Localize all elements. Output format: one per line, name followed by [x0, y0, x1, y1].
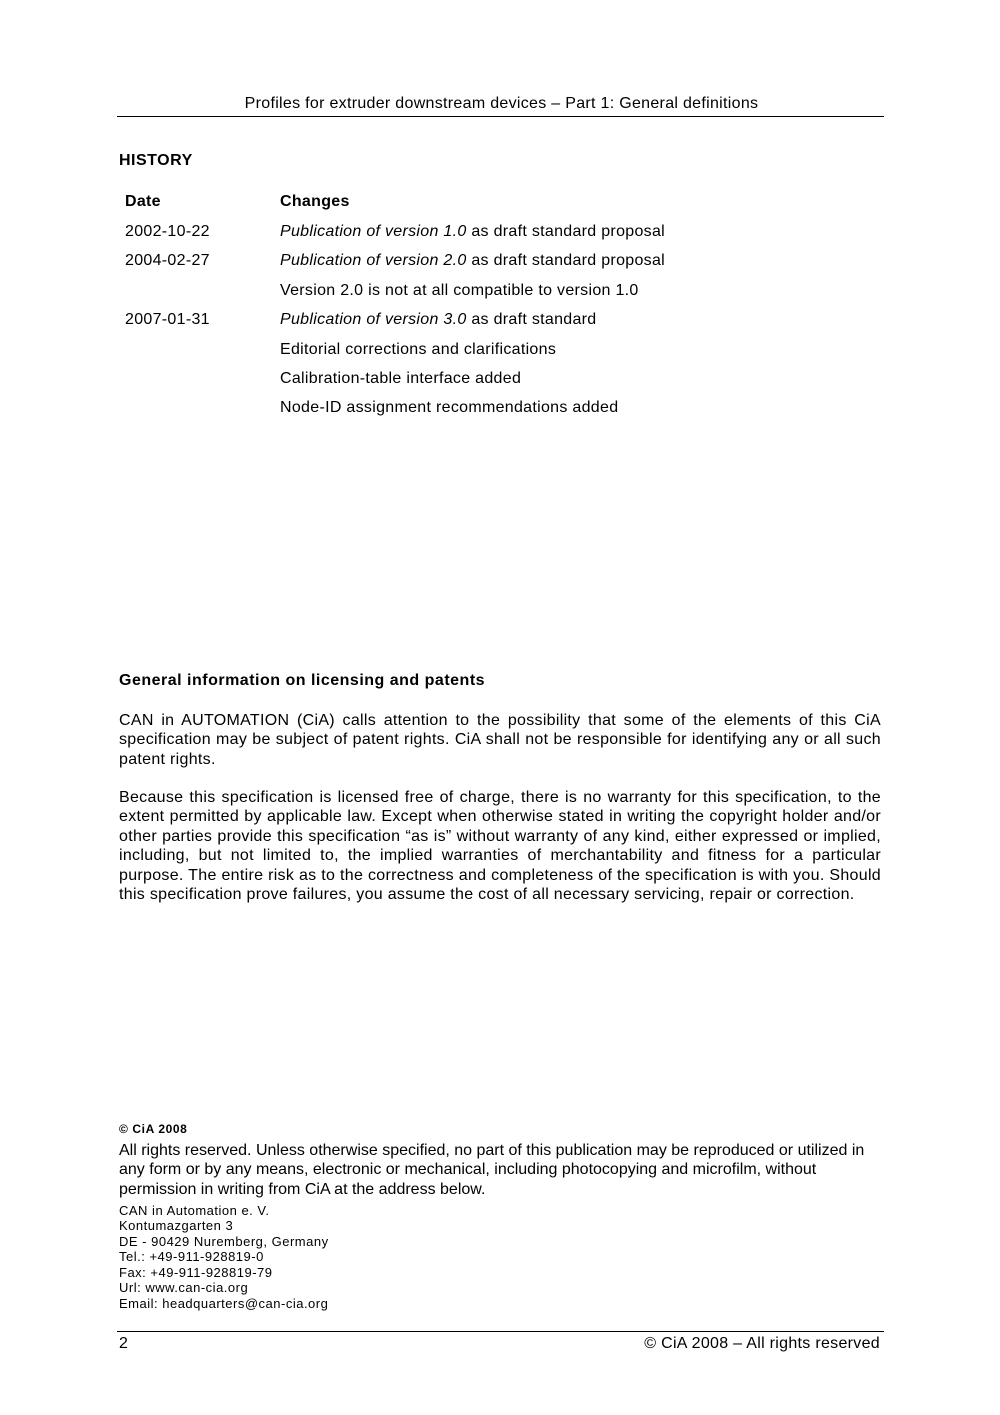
history-row-change-text: Calibration-table interface added: [280, 370, 522, 387]
history-row-change-text: Editorial corrections and clarifications: [280, 341, 557, 358]
history-row-change: [280, 223, 665, 241]
address-line: Url: www.can-cia.org: [119, 1280, 249, 1295]
page-header-title: Profiles for extruder downstream devices – Part 1: General definitions: [244, 95, 759, 112]
address-line: DE - 90429 Nuremberg, Germany: [119, 1234, 329, 1249]
header-rule: [117, 116, 884, 117]
history-row-change-italic: Publication of version 1.0: [280, 223, 467, 240]
address-line: Fax: +49-911-928819-79: [119, 1265, 273, 1280]
history-heading: HISTORY: [119, 152, 193, 169]
history-changes-column-header: Changes: [280, 193, 350, 210]
footer-copyright: © CiA 2008 – All rights reserved: [644, 1335, 880, 1352]
history-row-date: 2007-01-31: [125, 311, 210, 328]
history-row-change-text: as draft standard proposal: [466, 252, 666, 269]
address-line: Email: headquarters@can-cia.org: [119, 1296, 329, 1311]
address-line: CAN in Automation e. V.: [119, 1203, 270, 1218]
history-row-date: 2004-02-27: [125, 252, 210, 269]
address-line: Tel.: +49-911-928819-0: [119, 1249, 264, 1264]
history-row-change-text: Node-ID assignment recommendations added: [280, 399, 619, 416]
history-row-change: [280, 370, 521, 388]
history-row-change: [280, 341, 556, 359]
page-number: 2: [119, 1335, 129, 1352]
copyright-notice: All rights reserved. Unless otherwise specified, no part of this publication may be reproduced or utilized in any form or by any means, electronic or mechanical, including photocopying and microfilm, without permission in writing from CiA at the address below.: [119, 1142, 865, 1198]
history-row-change: [280, 311, 597, 329]
history-row-change: [280, 399, 618, 417]
licensing-paragraph: Because this specification is licensed free of charge, there is no warranty for this specification, to the extent permitted by applicable law. Except when otherwise stated in writing the copyright holder and/or other parties provide this specification “as is” without warranty of any kind, either expressed or implied, including, but not limited to, the implied warranties of merchantability and fitness for a particular purpose. The entire risk as to the correctness and completeness of the specification is with you. Should this specification prove failures, you assume the cost of all necessary servicing, repair or correction.: [119, 789, 881, 904]
history-row-change-text: Version 2.0 is not at all compatible to version 1.0: [280, 282, 639, 299]
history-row-change-italic: Publication of version 3.0: [280, 311, 467, 328]
copyright-label: © CiA 2008: [119, 1122, 188, 1136]
history-row-change-italic: Publication of version 2.0: [280, 252, 467, 269]
history-row-change: [280, 252, 665, 270]
licensing-heading: General information on licensing and patents: [119, 672, 486, 689]
history-date-column-header: Date: [125, 193, 161, 210]
history-row-date: 2002-10-22: [125, 223, 210, 240]
address-line: Kontumazgarten 3: [119, 1218, 234, 1233]
licensing-paragraph: CAN in AUTOMATION (CiA) calls attention to the possibility that some of the elements of this CiA specification may be subject of patent rights. CiA shall not be responsible for identifying any or all such patent rights.: [119, 712, 881, 768]
history-row-change-text: as draft standard proposal: [466, 223, 666, 240]
history-row-change-text: as draft standard: [466, 311, 597, 328]
history-row-change: [280, 282, 639, 300]
footer-rule: [117, 1331, 884, 1332]
